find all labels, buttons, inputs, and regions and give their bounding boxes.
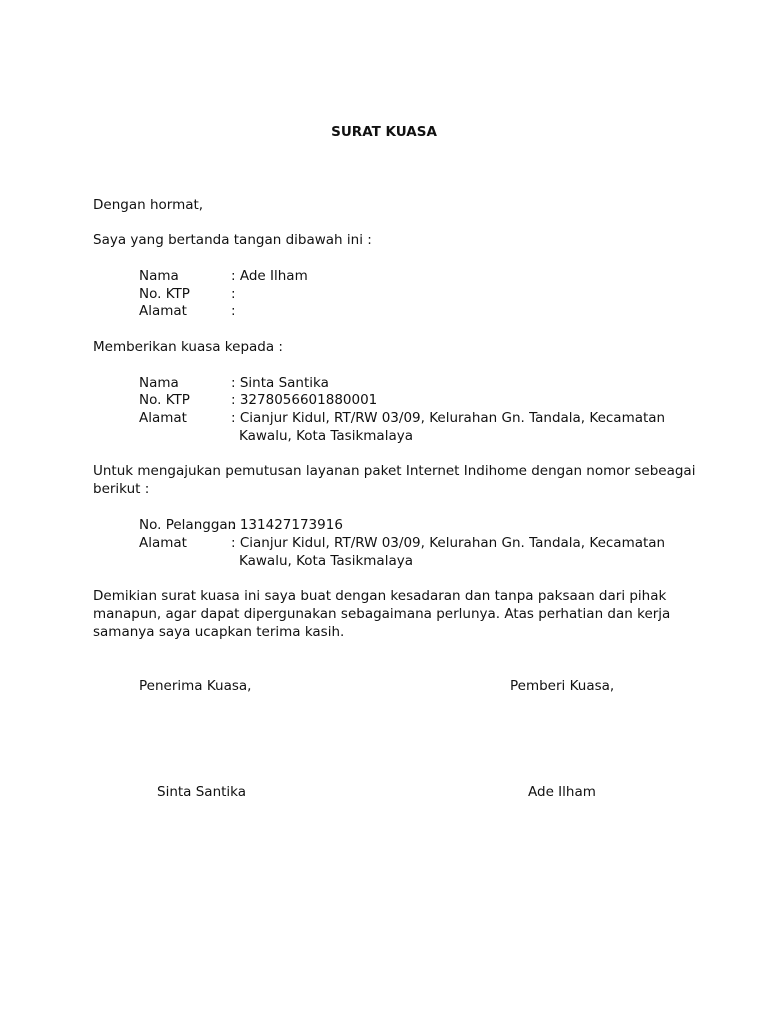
greeting: Dengan hormat, [93,197,204,213]
grantor-ktp-label: No. KTP [139,286,190,302]
closing-text-line3: samanya saya ucapkan terima kasih. [93,624,345,640]
giver-name: Ade Ilham [528,784,596,800]
grantor-name-value: : Ade Ilham [231,268,308,284]
giver-label: Pemberi Kuasa, [510,678,615,694]
grantee-name-label: Nama [139,375,179,391]
grantee-name-value: : Sinta Santika [231,375,329,391]
service-address-label: Alamat [139,535,187,551]
closing-text-line1: Demikian surat kuasa ini saya buat dengan kesadaran dan tanpa paksaan dari pihak [93,588,667,604]
closing-text-line2: manapun, agar dapat dipergunakan sebagaimana perlunya. Atas perhatian dan kerja [93,606,671,622]
grantor-ktp-value: : [231,286,236,302]
grantor-address-label: Alamat [139,303,187,319]
intro-text: Saya yang bertanda tangan dibawah ini : [93,232,372,248]
grantee-address-value-line1: : Cianjur Kidul, RT/RW 03/09, Kelurahan Gn. Tandala, Kecamatan [231,410,666,426]
grant-intro-text: Memberikan kuasa kepada : [93,339,283,355]
grantee-ktp-label: No. KTP [139,392,190,408]
grantor-address-value: : [231,303,236,319]
purpose-text-line2: berikut : [93,481,150,497]
service-address-value-line1: : Cianjur Kidul, RT/RW 03/09, Kelurahan Gn. Tandala, Kecamatan [231,535,666,551]
grantor-name-label: Nama [139,268,179,284]
document-title: SURAT KUASA [331,124,437,140]
grantee-address-label: Alamat [139,410,187,426]
receiver-label: Penerima Kuasa, [139,678,252,694]
customer-number-value: : 131427173916 [231,517,343,533]
purpose-text-line1: Untuk mengajukan pemutusan layanan paket Internet Indihome dengan nomor sebeagai [93,463,696,479]
grantee-address-value-line2: Kawalu, Kota Tasikmalaya [239,428,413,444]
service-address-value-line2: Kawalu, Kota Tasikmalaya [239,553,413,569]
grantee-ktp-value: : 3278056601880001 [231,392,378,408]
customer-number-label: No. Pelanggan [139,517,237,533]
receiver-name: Sinta Santika [157,784,247,800]
